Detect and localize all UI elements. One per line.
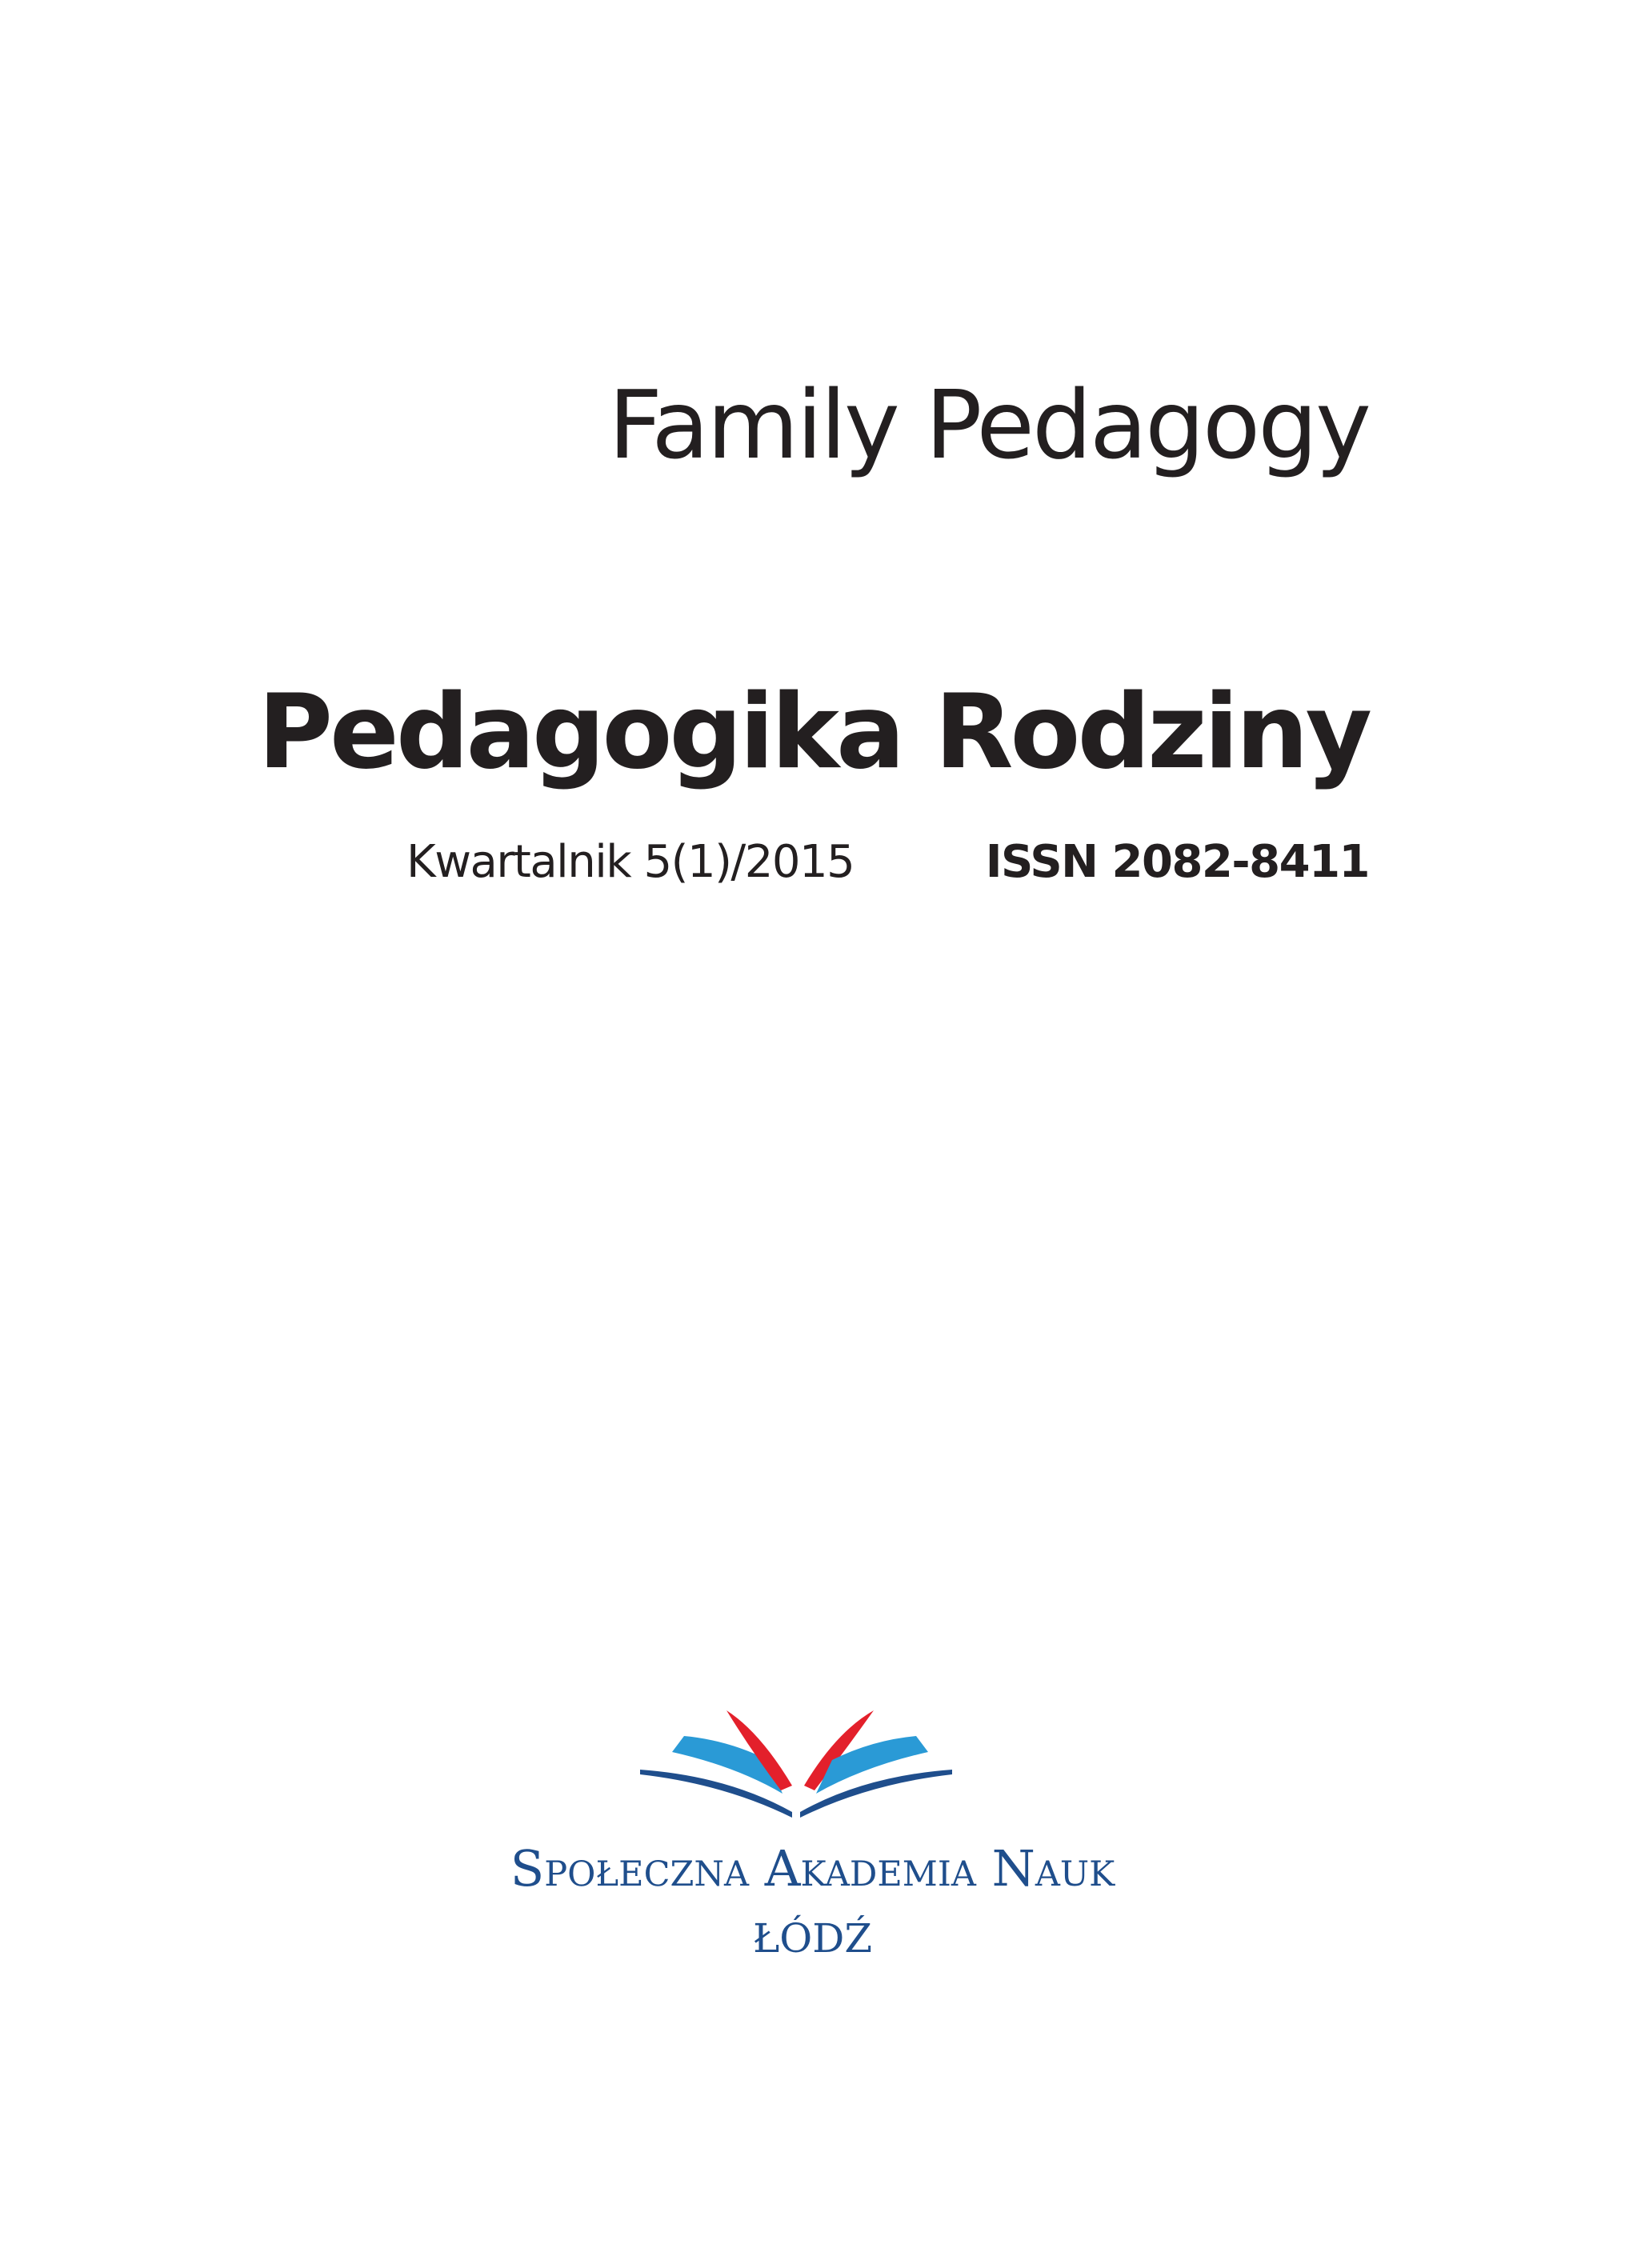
- issue-info: Kwartalnik 5(1)/2015: [406, 836, 855, 888]
- journal-title-english: Family Pedagogy: [608, 370, 1369, 480]
- journal-title-polish: Pedagogika Rodziny: [258, 673, 1369, 792]
- open-book-logo-icon: [640, 1704, 952, 1824]
- issn-number: ISSN 2082-8411: [985, 836, 1369, 888]
- publisher-name: Społeczna Akademia Nauk: [510, 1839, 1115, 1898]
- publisher-city: ŁÓDŹ: [752, 1915, 873, 1962]
